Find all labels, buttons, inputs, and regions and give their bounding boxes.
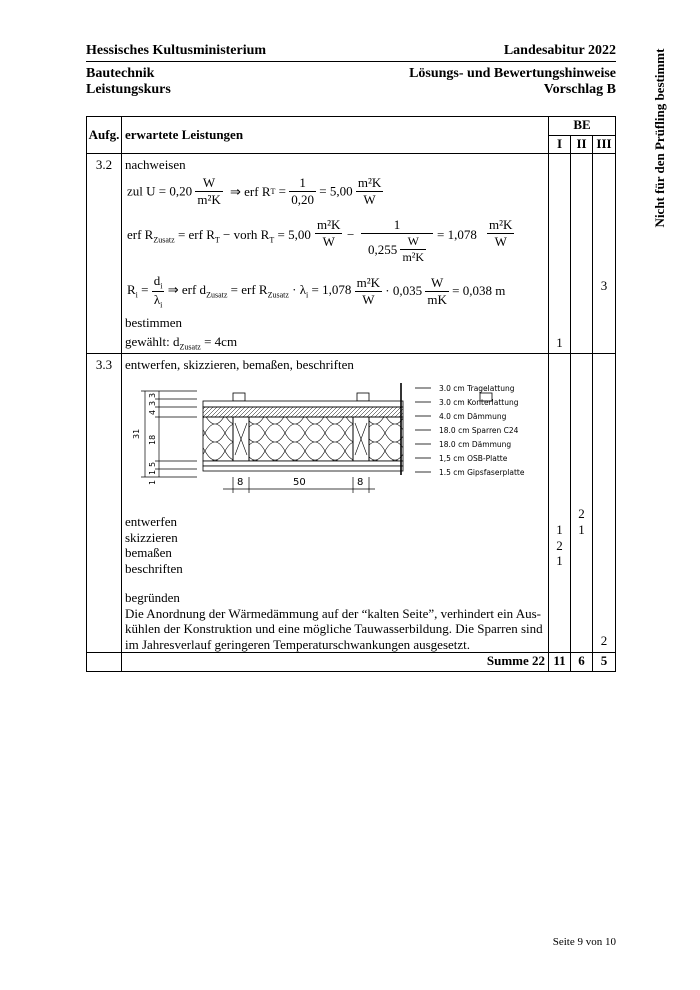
side-note-text: Nicht für den Prüfling bestimmt [652,48,667,228]
row-task-3-2 [87,154,616,354]
task-3-2-be-III: 3 [593,154,616,354]
subject: Bautechnik [86,66,155,81]
legend-4: 18.0 cm Sparren C24 [439,426,519,435]
dim-31: 31 [132,428,141,439]
task-3-3-begruenden: begründen Die Anordnung der Wärmedämmung auf der “kalten Seite”, verhindert ein Aus- kühlen der Konstruktion und eine mögliche Tauwasserbildung. Die Sparren sind im Jahresverlauf geringeren Temperaturschwankungen ausgesetzt. [125,590,545,652]
task-3-2-be-II [571,154,593,354]
roof-section-sketch [125,379,545,504]
legend-7: 1.5 cm Gipsfaserplatte [439,468,525,477]
col-aufg: Aufg. [87,117,122,154]
row-summe [87,653,616,672]
header-rule [86,61,616,62]
ministry: Hessisches Kultusministerium [86,43,267,58]
task-3-3-num: 3.3 [87,354,122,653]
item-bemassen: bemaßen [125,545,172,560]
task-3-2-content [122,154,549,354]
task-3-3-items [125,514,545,576]
legend-1: 3.0 cm Tragelattung [439,384,515,393]
task-3-2-title: nachweisen [125,157,186,172]
dim-1: 1 [148,469,157,475]
task-3-2-num: 3.2 [87,154,122,354]
task-3-3-be-III: 2 [593,354,616,653]
task-3-3-be-I: 1 2 1 [549,354,571,653]
osb-board [203,461,403,466]
col-be-III: III [593,136,616,154]
col-leistungen: erwartete Leistungen [122,117,549,154]
dim-5: 5 [148,461,157,467]
dim-3b: 3 [148,400,157,406]
legend-5: 18.0 cm Dämmung [439,440,512,449]
dim-50: 50 [293,477,306,488]
task-3-2-be-I: 1 [549,154,571,354]
legend-3: 4.0 cm Dämmung [439,412,507,421]
summe-II: 6 [571,653,593,672]
equation-2: erf $R_{Zusatz}$ = erf $R_T$ − vorh $R_T = 5,00$ m²K W − 1 0,255 $\frac{W}{\text{m²K}}$ = 1,078 m²K W [127,217,513,264]
layer-legend [415,384,525,477]
dim-8b: 8 [357,477,364,488]
batten-2 [357,393,369,401]
row-task-3-3 [87,354,616,653]
col-be-I: I [549,136,571,154]
begruendung-line-1: Die Anordnung der Wärmedämmung auf der “kalten Seite”, verhindert ein Aus- [125,605,541,621]
col-be: BE [549,117,616,136]
counter-batten [203,401,403,407]
task-3-3-title: entwerfen, skizzieren, bemaßen, beschriften [125,357,354,372]
legend-2: 3.0 cm Konterlattung [439,398,519,407]
item-entwerfen: entwerfen [125,514,177,529]
page-number: Seite 9 von 10 [552,936,616,948]
begruendung-line-2: kühlen der Konstruktion und eine mögliche Tauwasserbildung. Die Sparren sind [125,621,543,636]
item-skizzieren: skizzieren [125,529,178,545]
summe-label: Summe 22 [122,653,549,672]
dim-8a: 8 [237,477,244,488]
course: Leistungskurs [86,82,171,97]
summe-I: 11 [549,653,571,672]
item-beschriften: beschriften [125,560,183,576]
legend-6: 1,5 cm OSB-Platte [439,454,508,463]
solution-table [86,116,616,672]
equation-3: $R_i$ = $\frac{d_i}{\lambda_i}$ ⇒ erf $d_{Zusatz}$ = erf $R_{Zusatz} \cdot \lambda_i = 1,078$ $\frac{\text{m²K}}{W}$ · 0,035 $\frac{W}{mK}$ = 0,038 m [127,273,506,310]
insulation-top [203,407,403,417]
task-3-2-bestimmen: bestimmen [125,315,183,330]
begruendung-line-3: im Jahresverlauf geringeren Temperaturschwankungen ausgesetzt. [125,636,471,652]
task-3-2-gewaehlt: gewählt: $d_{Zusatz} = 4cm$ [125,334,238,352]
proposal: Vorschlag B [543,82,616,97]
summe-III: 5 [593,653,616,672]
exam-title: Landesabitur 2022 [503,43,616,58]
doc-type: Lösungs- und Bewertungshinweise [409,66,616,81]
task-3-3-be-II: 2 1 [571,354,593,653]
task-3-3-content [122,354,549,653]
dim-4: 4 [148,409,157,415]
dim-1b: 1 [148,479,157,485]
col-be-II: II [571,136,593,154]
dim-18: 18 [148,434,157,445]
batten-1 [233,393,245,401]
side-note [640,40,680,250]
gypsum-board [203,466,403,471]
dim-3a: 3 [148,392,157,398]
equation-1: zul U = 0,20 $\frac{W}{\text{m²K}}$ ⇒ erf RT = $\frac{1}{0,20}$ = 5,00 $\frac{\text{m²K}}{W}$ [127,175,382,207]
